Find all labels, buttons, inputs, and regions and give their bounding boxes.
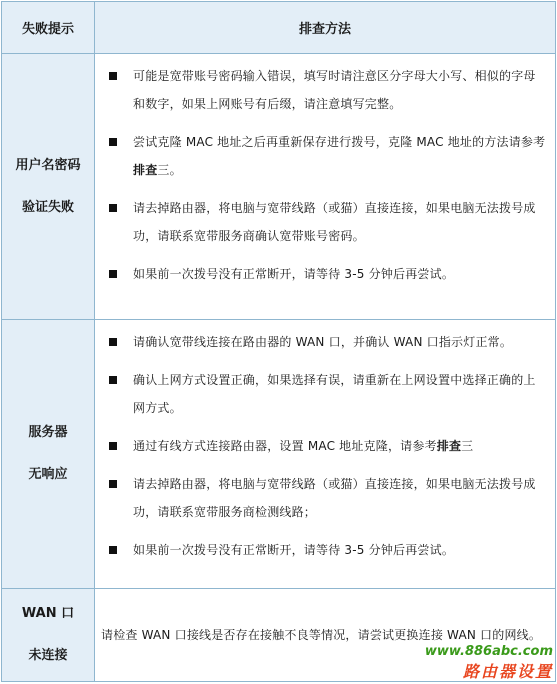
list-item: 如果前一次拨号没有正常断开，请等待 3-5 分钟后再尝试。 bbox=[103, 260, 547, 288]
reference-link-text: 排查 bbox=[133, 163, 158, 177]
row-methods bbox=[95, 54, 556, 320]
list-item: 请去掉路由器，将电脑与宽带线路（或猫）直接连接，如果电脑无法拨号成功，请联系宽带服务商确认宽带账号密码。 bbox=[103, 194, 547, 250]
reference-link-text: 排查 bbox=[436, 439, 462, 453]
square-bullet-icon bbox=[109, 480, 117, 488]
troubleshooting-table bbox=[1, 1, 556, 682]
row-label-line: 用户名密码 bbox=[15, 157, 81, 173]
row-label-line: 服务器 bbox=[28, 425, 68, 440]
header-failure-hint: 失败提示 bbox=[2, 2, 95, 54]
square-bullet-icon bbox=[109, 546, 117, 554]
table-header-row bbox=[2, 2, 556, 54]
list-item: 通过有线方式连接路由器，设置 MAC 地址克隆，请参考排查三 bbox=[103, 432, 547, 460]
row-label bbox=[2, 54, 95, 320]
row-label-line: WAN 口 bbox=[21, 606, 75, 621]
square-bullet-icon bbox=[109, 338, 117, 346]
square-bullet-icon bbox=[109, 204, 117, 212]
watermark-url: www.886abc.com bbox=[424, 644, 553, 659]
row-label-line: 无响应 bbox=[28, 467, 68, 482]
square-bullet-icon bbox=[109, 72, 117, 80]
list-item: 请去掉路由器，将电脑与宽带线路（或猫）直接连接，如果电脑无法拨号成功，请联系宽带服务商检测线路； bbox=[103, 470, 547, 526]
watermark bbox=[425, 644, 553, 682]
list-item: 可能是宽带账号密码输入错误，填写时请注意区分字母大小写、相似的字母和数字，如果上网账号有后缀，请注意填写完整。 bbox=[103, 62, 547, 118]
row-label bbox=[2, 589, 95, 682]
header-method: 排查方法 bbox=[95, 2, 556, 54]
row-methods bbox=[95, 320, 556, 589]
list-item: 如果前一次拨号没有正常断开，请等待 3-5 分钟后再尝试。 bbox=[103, 536, 547, 564]
square-bullet-icon bbox=[109, 138, 117, 146]
table-row bbox=[2, 54, 556, 320]
method-text: 请检查 WAN 口接线是否存在接触不良等情况，请尝试更换连接 WAN 口的网线。 bbox=[101, 628, 542, 642]
row-label-line: 未连接 bbox=[28, 648, 68, 663]
row-label bbox=[2, 320, 95, 589]
square-bullet-icon bbox=[109, 442, 117, 450]
square-bullet-icon bbox=[109, 376, 117, 384]
square-bullet-icon bbox=[109, 270, 117, 278]
list-item: 确认上网方式设置正确，如果选择有误，请重新在上网设置中选择正确的上网方式。 bbox=[103, 366, 547, 422]
list-item: 尝试克隆 MAC 地址之后再重新保存进行拨号，克隆 MAC 地址的方法请参考排查三。 bbox=[103, 128, 547, 184]
row-label-line: 验证失败 bbox=[21, 199, 74, 215]
watermark-name: 路由器设置 bbox=[462, 662, 553, 681]
list-item: 请确认宽带线连接在路由器的 WAN 口，并确认 WAN 口指示灯正常。 bbox=[103, 328, 547, 356]
table-row bbox=[2, 320, 556, 589]
